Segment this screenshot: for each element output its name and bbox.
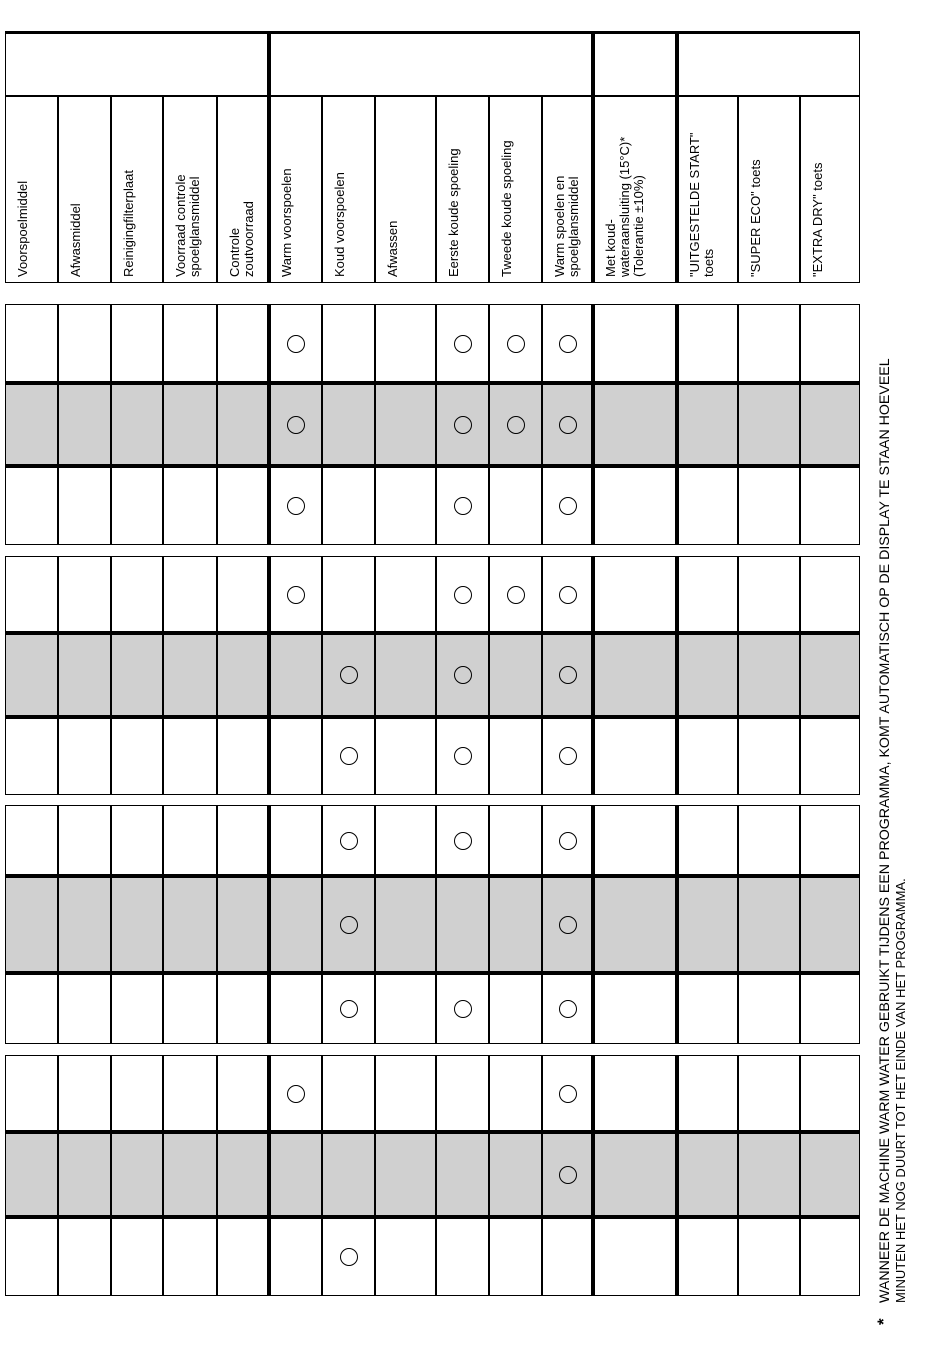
column-header: "SUPER ECO" toets [748, 159, 763, 277]
column-divider [162, 96, 163, 283]
group-divider [675, 304, 679, 545]
column-divider [374, 805, 375, 1044]
column-divider [799, 96, 800, 283]
column-header: "UITGESTELDE START" toets [687, 132, 716, 277]
group-divider [591, 32, 595, 283]
group-divider [267, 805, 271, 1044]
step-active-circle [559, 497, 577, 515]
step-active-circle [559, 666, 577, 684]
column-divider [737, 304, 738, 545]
step-active-circle [454, 335, 472, 353]
group-divider [675, 556, 679, 795]
column-divider [435, 556, 436, 795]
column-divider [374, 304, 375, 545]
step-active-circle [454, 666, 472, 684]
group-divider [591, 805, 595, 1044]
step-active-circle [559, 747, 577, 765]
row-separator [5, 971, 860, 975]
program-block [5, 805, 860, 1044]
column-divider [435, 96, 436, 283]
column-divider [541, 556, 542, 795]
column-divider [321, 96, 322, 283]
column-divider [737, 805, 738, 1044]
step-active-circle [559, 832, 577, 850]
column-header: Met koud- wateraansluiting (15°C)* (Tolerantie ±10%) [603, 136, 646, 277]
column-divider [541, 304, 542, 545]
column-divider [799, 304, 800, 545]
column-header: Controle zoutvoorraad [227, 201, 256, 277]
column-divider [216, 96, 217, 283]
footnote-text-1: WANNEER DE MACHINE WARM WATER GEBRUIKT TIJDENS EEN PROGRAMMA, KOMT AUTOMATISCH OP DE DISPLAY TE STAAN HOEVEEL [877, 358, 893, 1303]
row-separator [5, 1215, 860, 1219]
column-header: Afwassen [385, 220, 400, 277]
column-divider [541, 1055, 542, 1296]
column-divider [737, 96, 738, 283]
program-block [5, 1055, 860, 1296]
column-divider [216, 556, 217, 795]
column-divider [110, 805, 111, 1044]
column-header: Koud voorspoelen [332, 172, 347, 277]
step-active-circle [287, 586, 305, 604]
step-active-circle [287, 335, 305, 353]
column-divider [110, 1055, 111, 1296]
column-divider [488, 556, 489, 795]
column-divider [799, 1055, 800, 1296]
column-header: Eerste koude spoeling [446, 148, 461, 277]
column-divider [321, 556, 322, 795]
step-active-circle [340, 1248, 358, 1266]
group-divider [267, 1055, 271, 1296]
step-active-circle [507, 335, 525, 353]
column-header: Tweede koude spoeling [499, 140, 514, 277]
group-divider [591, 1055, 595, 1296]
step-active-circle [454, 416, 472, 434]
column-divider [321, 304, 322, 545]
column-divider [541, 96, 542, 283]
column-divider [799, 556, 800, 795]
column-header: Voorraad controle spoelglansmiddel [173, 174, 202, 277]
group-divider [675, 32, 679, 283]
group-divider [267, 556, 271, 795]
column-header: "EXTRA DRY" toets [810, 162, 825, 277]
column-header: Warm spoelen en spoelglansmiddel [552, 175, 581, 277]
column-divider [435, 304, 436, 545]
column-divider [435, 805, 436, 1044]
column-divider [57, 556, 58, 795]
row-separator [5, 464, 860, 468]
column-divider [488, 805, 489, 1044]
group-divider [675, 805, 679, 1044]
column-divider [57, 805, 58, 1044]
program-block [5, 304, 860, 545]
footnote-marker: * [874, 1318, 893, 1325]
step-active-circle [454, 747, 472, 765]
step-active-circle [340, 916, 358, 934]
group-divider [267, 32, 271, 283]
column-divider [488, 304, 489, 545]
column-divider [162, 304, 163, 545]
program-block [5, 556, 860, 795]
step-active-circle [559, 1166, 577, 1184]
step-active-circle [340, 747, 358, 765]
step-active-circle [559, 1085, 577, 1103]
step-active-circle [559, 916, 577, 934]
column-divider [321, 805, 322, 1044]
group-divider [267, 304, 271, 545]
step-active-circle [559, 586, 577, 604]
step-active-circle [287, 1085, 305, 1103]
column-divider [374, 556, 375, 795]
step-active-circle [507, 586, 525, 604]
step-active-circle [507, 416, 525, 434]
header-top-rule [5, 31, 860, 34]
row-separator [5, 874, 860, 878]
column-divider [57, 96, 58, 283]
column-header: Afwasmiddel [68, 203, 83, 277]
column-divider [374, 1055, 375, 1296]
row-separator [5, 381, 860, 385]
column-divider [110, 304, 111, 545]
column-divider [57, 1055, 58, 1296]
column-divider [374, 96, 375, 283]
column-divider [435, 1055, 436, 1296]
group-divider [591, 304, 595, 545]
step-active-circle [287, 416, 305, 434]
step-active-circle [340, 666, 358, 684]
column-divider [110, 556, 111, 795]
column-divider [162, 805, 163, 1044]
column-divider [737, 1055, 738, 1296]
column-divider [162, 556, 163, 795]
footnote-line-1 [876, 25, 893, 1325]
column-header: Voorspoelmiddel [15, 180, 30, 277]
column-divider [216, 1055, 217, 1296]
step-active-circle [454, 832, 472, 850]
step-active-circle [454, 497, 472, 515]
footnote-line-2: MINUTEN HET NOG DUURT TOT HET EINDE VAN HET PROGRAMMA. [893, 878, 908, 1303]
step-active-circle [559, 1000, 577, 1018]
row-separator [5, 1130, 860, 1134]
step-active-circle [559, 416, 577, 434]
column-divider [488, 96, 489, 283]
step-active-circle [287, 497, 305, 515]
column-divider [737, 556, 738, 795]
step-active-circle [340, 832, 358, 850]
column-header: Reinigingfilterplaat [121, 170, 136, 277]
group-divider [591, 556, 595, 795]
column-divider [799, 805, 800, 1044]
column-divider [110, 96, 111, 283]
step-active-circle [559, 335, 577, 353]
column-divider [321, 1055, 322, 1296]
row-separator [5, 715, 860, 719]
footnote [876, 25, 909, 1325]
column-divider [162, 1055, 163, 1296]
group-divider [675, 1055, 679, 1296]
column-divider [541, 805, 542, 1044]
step-active-circle [454, 586, 472, 604]
step-active-circle [340, 1000, 358, 1018]
column-divider [216, 805, 217, 1044]
step-active-circle [454, 1000, 472, 1018]
row-separator [5, 631, 860, 635]
column-divider [57, 304, 58, 545]
column-divider [488, 1055, 489, 1296]
column-divider [216, 304, 217, 545]
column-header: Warm voorspoelen [279, 168, 294, 277]
